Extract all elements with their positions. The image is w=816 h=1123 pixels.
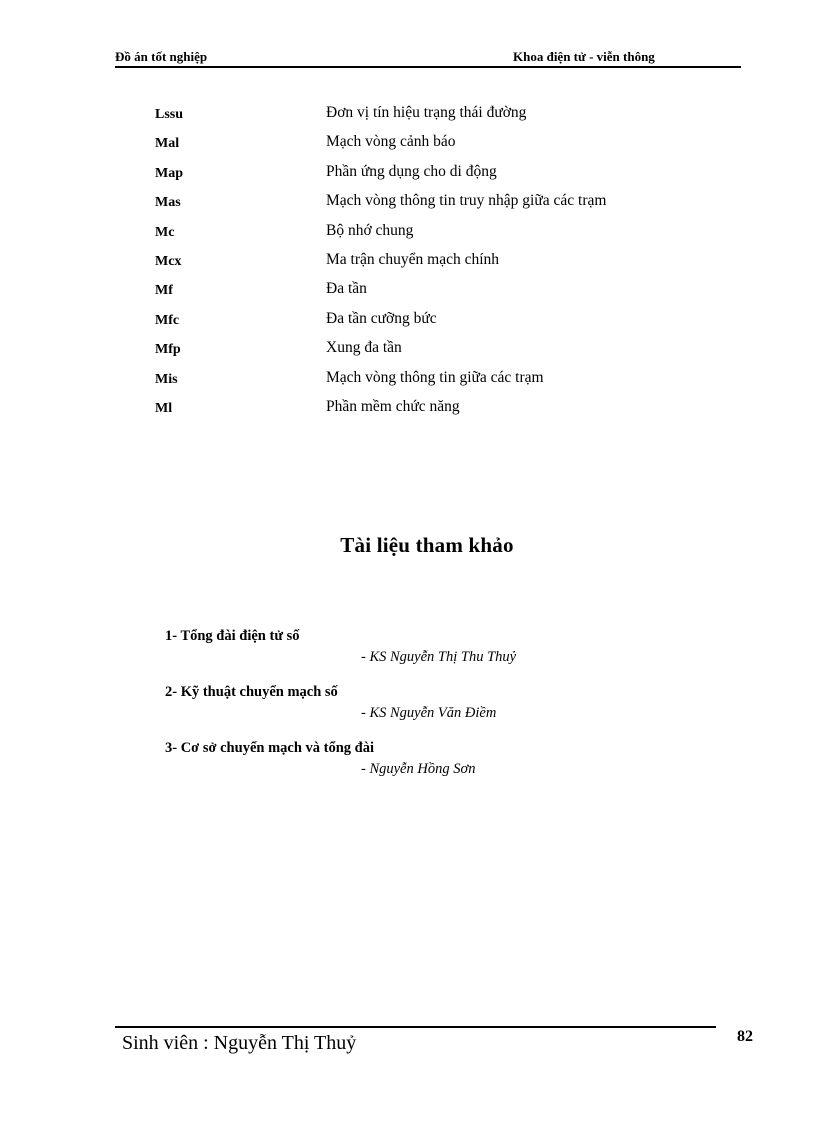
reference-author: - Nguyễn Hồng Sơn (361, 761, 476, 777)
abbreviation-term: Mcx (155, 253, 182, 269)
abbreviation-description: Đơn vị tín hiệu trạng thái đường (326, 104, 527, 121)
abbreviation-row (155, 397, 715, 426)
abbreviation-description: Mạch vòng thông tin truy nhập giữa các trạm (326, 192, 607, 210)
abbreviation-term: Ml (155, 400, 173, 416)
abbreviation-description: Mạch vòng thông tin giữa các trạm (326, 368, 544, 386)
abbreviation-row (155, 338, 715, 367)
abbreviation-term: Map (155, 165, 183, 181)
reference-title: 1- Tổng đài điện tử số (165, 628, 300, 644)
page-header (115, 48, 741, 68)
reference-item (165, 628, 665, 684)
reference-author: - KS Nguyễn Văn Điềm (361, 705, 497, 721)
abbreviation-description: Mạch vòng cảnh báo (326, 133, 456, 151)
reference-title: 2- Kỹ thuật chuyển mạch số (165, 684, 338, 700)
abbreviation-term: Mfc (155, 312, 180, 328)
abbreviation-row (155, 368, 715, 397)
abbreviation-description: Phần mềm chức năng (326, 397, 460, 415)
page-number: 82 (737, 1028, 753, 1045)
abbreviation-row (155, 103, 715, 132)
abbreviation-term: Mc (155, 224, 175, 240)
abbreviation-term: Mfp (155, 342, 181, 358)
reference-item (165, 684, 665, 740)
abbreviation-row (155, 132, 715, 161)
abbreviation-term: Mf (155, 283, 173, 299)
reference-title: 3- Cơ sở chuyển mạch và tổng đài (165, 740, 375, 756)
abbreviation-description: Xung đa tần (326, 339, 402, 357)
reference-item (165, 740, 665, 796)
abbreviation-row (155, 191, 715, 220)
abbreviation-row (155, 221, 715, 250)
abbreviation-row (155, 309, 715, 338)
header-faculty-label: Khoa điện tử - viễn thông (513, 49, 655, 64)
references-heading: Tài liệu tham khảo (340, 533, 514, 557)
header-thesis-label: Đồ án tốt nghiệp (115, 49, 208, 64)
abbreviation-term: Mis (155, 371, 178, 387)
abbreviation-row (155, 279, 715, 308)
abbreviation-term: Mas (155, 195, 181, 211)
abbreviation-term: Lssu (155, 107, 184, 122)
references-list (165, 628, 665, 796)
abbreviation-row (155, 162, 715, 191)
abbreviation-description: Bộ nhớ chung (326, 221, 414, 239)
reference-author: - KS Nguyễn Thị Thu Thuỷ (361, 649, 517, 665)
abbreviation-description: Đa tần cưỡng bức (326, 309, 437, 327)
footer-student-name: Sinh viên : Nguyễn Thị Thuỷ (122, 1032, 357, 1054)
abbreviation-description: Phần ứng dụng cho di động (326, 162, 497, 180)
abbreviation-description: Ma trận chuyển mạch chính (326, 250, 500, 268)
abbreviation-list (155, 103, 715, 426)
footer-divider (115, 1026, 716, 1028)
abbreviation-description: Đa tần (326, 280, 367, 298)
abbreviation-term: Mal (155, 136, 180, 152)
abbreviation-row (155, 250, 715, 279)
